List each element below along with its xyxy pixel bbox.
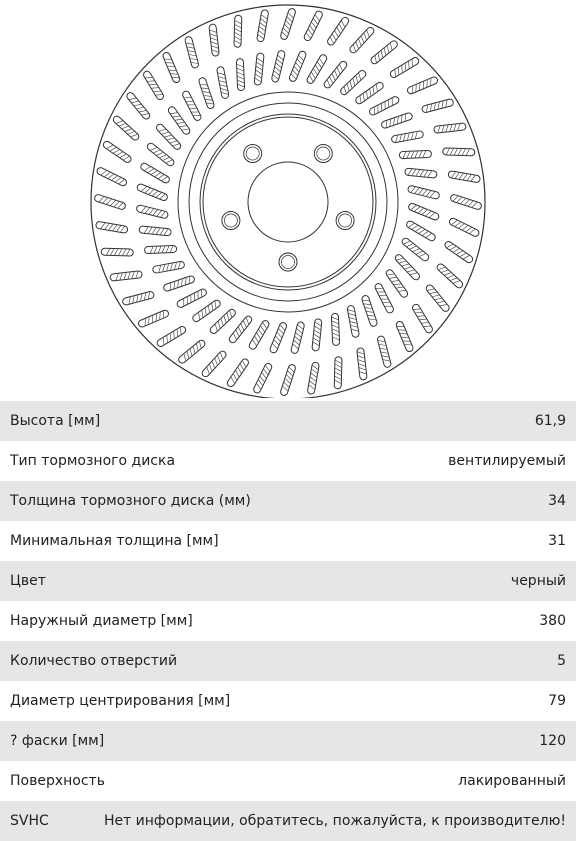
vent-slot — [339, 69, 367, 96]
vent-slot — [142, 70, 165, 101]
vent-slot — [101, 248, 133, 256]
spec-value: лакированный — [458, 773, 566, 789]
bolt-hole-inner — [317, 147, 330, 160]
vent-slot — [181, 90, 202, 122]
vent-slot — [290, 321, 304, 354]
vent-slot — [257, 9, 269, 42]
spec-label: Цвет — [10, 573, 46, 589]
vent-slot — [444, 240, 474, 264]
spec-label: Количество отверстий — [10, 653, 178, 669]
vent-slot — [139, 226, 172, 236]
vent-slot — [234, 15, 242, 47]
vent-slot — [236, 58, 244, 90]
spec-row-svhc — [0, 801, 576, 841]
vent-slot — [136, 204, 169, 218]
spec-value: 34 — [548, 493, 566, 509]
spec-label: Поверхность — [10, 773, 105, 789]
spec-value: 31 — [548, 533, 566, 549]
vent-slot — [216, 66, 229, 99]
vent-slot — [357, 348, 368, 381]
spec-row-surface — [0, 761, 576, 801]
spec-label: ? фаски [мм] — [10, 733, 105, 749]
vent-slot — [334, 357, 342, 389]
spec-row-thickness — [0, 481, 576, 521]
vent-slot — [177, 339, 206, 365]
vent-slot — [96, 166, 128, 186]
vent-slot — [163, 275, 196, 292]
vent-slot — [394, 253, 421, 281]
spec-value: 120 — [539, 733, 566, 749]
vent-slot — [252, 362, 272, 394]
vent-slot — [448, 171, 481, 183]
vent-slot — [347, 305, 360, 338]
vent-slot — [209, 308, 237, 335]
vent-slot — [288, 50, 307, 82]
vent-slot — [280, 364, 297, 397]
vent-slot — [405, 220, 436, 242]
brake-disc-image — [0, 0, 576, 398]
vent-slot — [389, 56, 420, 79]
vent-slot — [385, 268, 409, 298]
vent-slot — [226, 358, 250, 388]
vent-slot — [307, 362, 319, 395]
vent-slot — [436, 263, 464, 290]
vent-slot — [94, 194, 127, 211]
spec-label: Наружный диаметр [мм] — [10, 613, 193, 629]
vent-slot — [144, 245, 176, 253]
spec-label: Толщина тормозного диска (мм) — [10, 493, 251, 509]
disc-outer-edge — [91, 5, 485, 398]
vent-slot — [331, 313, 339, 345]
vent-slot — [112, 115, 140, 142]
vent-slot — [156, 325, 187, 348]
vent-slot — [421, 98, 454, 113]
vent-slot — [349, 26, 376, 54]
brake-disc-icon — [0, 0, 576, 398]
vent-slot — [201, 350, 228, 378]
vent-slot — [140, 162, 171, 184]
vent-slot — [102, 140, 132, 164]
spec-label: Высота [мм] — [10, 413, 101, 429]
vent-slot — [248, 319, 270, 350]
vent-slot — [401, 237, 430, 262]
vent-slot — [280, 8, 297, 41]
spec-label: Диаметр центрирования [мм] — [10, 693, 231, 709]
spec-row-disc-type — [0, 441, 576, 481]
bolt-hole-inner — [224, 214, 237, 227]
vent-slot — [125, 91, 151, 120]
vent-slot — [146, 142, 175, 167]
vent-slot — [110, 271, 143, 282]
vent-slot — [354, 81, 384, 105]
disc-hat-edge — [203, 117, 373, 287]
spec-label: Минимальная толщина [мм] — [10, 533, 219, 549]
spec-value: вентилируемый — [448, 453, 566, 469]
vent-slot — [377, 335, 392, 368]
vent-slot — [136, 183, 168, 202]
spec-table — [0, 401, 576, 841]
vent-slot — [303, 10, 323, 42]
vent-slot — [361, 295, 378, 328]
spec-value: 380 — [539, 613, 566, 629]
vent-slot — [209, 24, 220, 57]
vent-slot — [411, 303, 434, 334]
vent-slot — [122, 291, 155, 306]
vent-slot — [450, 194, 483, 211]
vent-slot — [370, 39, 399, 65]
vent-slot — [405, 168, 438, 178]
spec-value: Нет информации, обратитесь, пожалуйста, к производителю! — [103, 813, 566, 829]
vent-slot — [368, 95, 400, 116]
disc-hat-inner-ring — [200, 114, 376, 290]
bolt-hole-inner — [339, 214, 352, 227]
vent-slot — [198, 77, 215, 110]
vent-slot — [391, 130, 424, 143]
vent-slot — [95, 221, 128, 233]
vent-slot — [323, 60, 348, 89]
vent-slot — [399, 150, 431, 158]
spec-row-centering-diameter — [0, 681, 576, 721]
vent-slot — [406, 76, 438, 95]
vent-slot — [152, 261, 185, 274]
spec-value: черный — [510, 573, 566, 589]
spec-row-color — [0, 561, 576, 601]
vent-slot — [374, 282, 395, 314]
vent-slot — [408, 202, 440, 221]
vent-slot — [162, 51, 181, 83]
vent-slot — [326, 16, 350, 46]
vent-slot — [425, 284, 451, 313]
vent-slot — [269, 322, 288, 354]
vent-slot — [443, 148, 475, 156]
vent-slot — [434, 123, 467, 134]
vent-slot — [395, 320, 414, 352]
bolt-hole-inner — [246, 147, 259, 160]
vent-slot — [271, 50, 285, 83]
spec-row-chamfer — [0, 721, 576, 761]
vent-slot — [448, 217, 480, 237]
vent-slot — [137, 309, 169, 328]
vent-slot — [167, 105, 191, 135]
spec-row-hole-count — [0, 641, 576, 681]
vent-slot — [176, 288, 208, 309]
vent-slot — [228, 315, 253, 344]
vent-slot — [155, 123, 182, 151]
vent-slot — [306, 54, 328, 85]
vent-slot — [312, 319, 322, 352]
disc-center-bore — [248, 162, 328, 242]
spec-row-outer-diameter — [0, 601, 576, 641]
disc-inner-ring — [178, 92, 398, 312]
vent-slot — [407, 185, 440, 199]
spec-value: 61,9 — [534, 413, 566, 429]
vent-slot — [381, 112, 414, 129]
vent-slot — [184, 36, 199, 69]
spec-row-min-thickness — [0, 521, 576, 561]
vent-slot — [191, 299, 221, 323]
spec-label: Тип тормозного диска — [10, 453, 176, 469]
spec-value: 5 — [557, 653, 566, 669]
spec-value: 79 — [548, 693, 566, 709]
bolt-hole-inner — [282, 256, 295, 269]
spec-label: SVHC — [10, 813, 49, 829]
spec-row-height — [0, 401, 576, 441]
vent-slot — [254, 53, 264, 86]
